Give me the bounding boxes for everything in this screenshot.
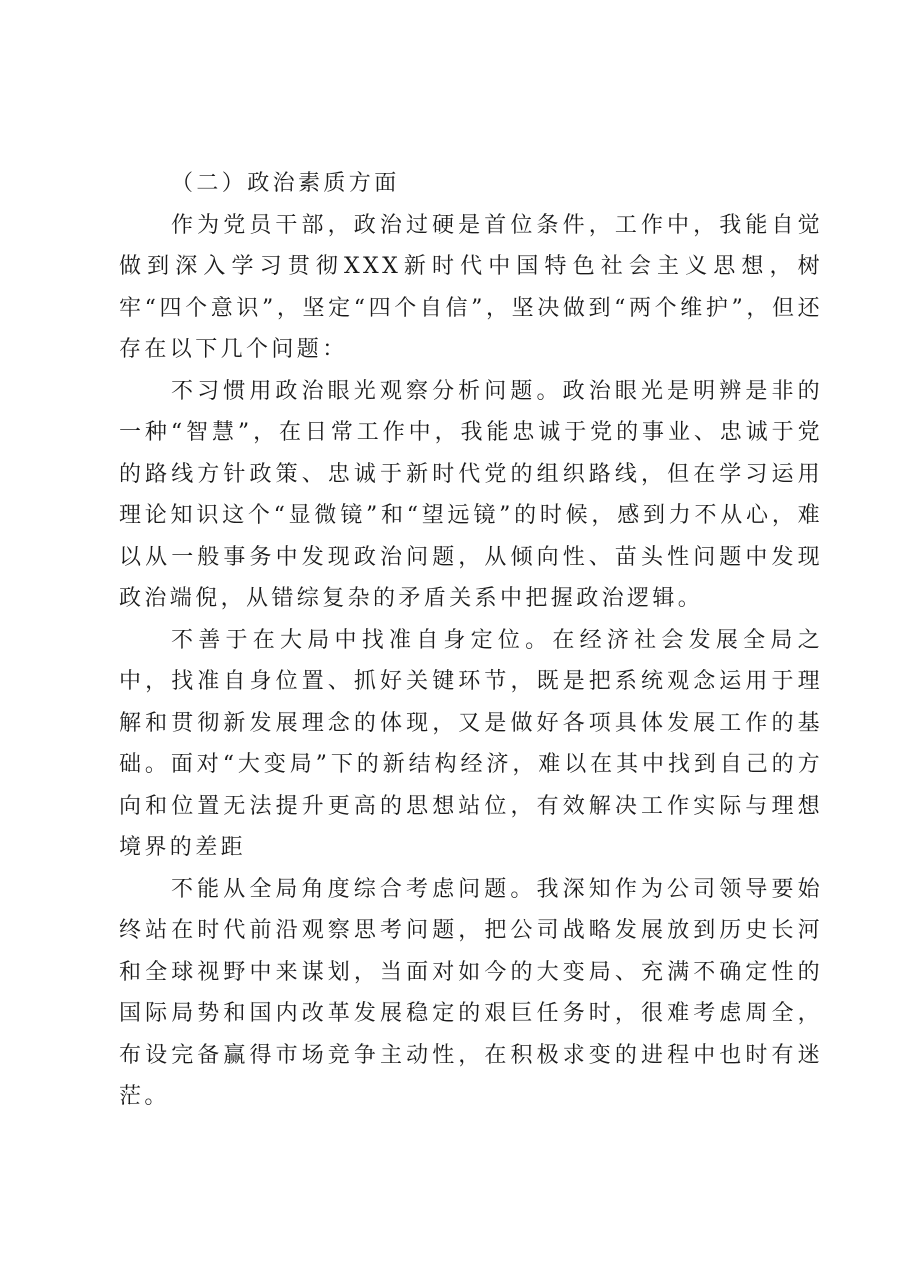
paragraph-overall-situation: 不善于在大局中找准自身定位。在经济社会发展全局之中，找准自身位置、抓好关键环节，既是把系统观念运用于理解和贯彻新发展理念的体现，又是做好各项具体发展工作的基础。面对“大变局”下的新结构经济，难以在其中找到自己的方向和位置无法提升更高的思想站位，有效解决工作实际与理想境界的差距 [119,627,823,860]
paragraph-intro: 作为党员干部，政治过硬是首位条件，工作中，我能自觉做到深入学习贯彻XXX新时代中国特色社会主义思想，树牢“四个意识”，坚定“四个自信”，坚决做到“两个维护”，但还存在以下几个问题： [119,212,823,362]
section-heading: （二）政治素质方面 [171,171,400,196]
document-body [119,163,823,1118]
paragraph-global-perspective: 不能从全局角度综合考虑问题。我深知作为公司领导要始终站在时代前沿观察思考问题，把公司战略发展放到历史长河和全球视野中来谋划，当面对如今的大变局、充满不确定性的国际局势和国内改革发展稳定的艰巨任务时，很难考虑周全，布设完备赢得市场竞争主动性，在积极求变的进程中也时有迷茫。 [119,876,823,1109]
paragraph-political-vision: 不习惯用政治眼光观察分析问题。政治眼光是明辨是非的一种“智慧”，在日常工作中，我能忠诚于党的事业、忠诚于党的路线方针政策、忠诚于新时代党的组织路线，但在学习运用理论知识这个“显微镜”和“望远镜”的时候，感到力不从心，难以从一般事务中发现政治问题，从倾向性、苗头性问题中发现政治端倪，从错综复杂的矛盾关系中把握政治逻辑。 [119,378,823,611]
